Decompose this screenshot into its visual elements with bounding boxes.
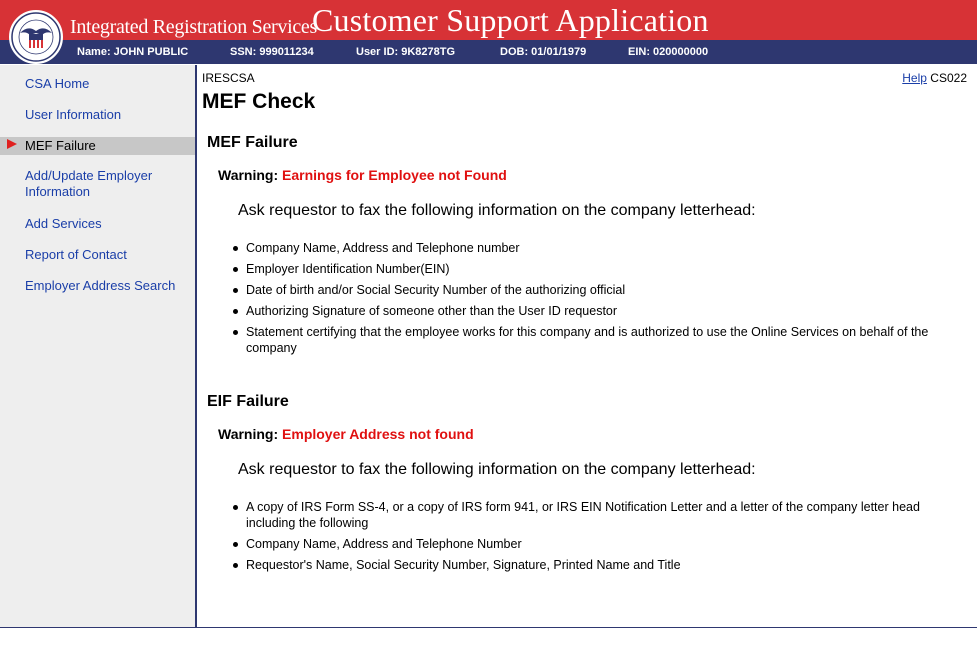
list-item: Employer Identification Number(EIN) xyxy=(230,261,965,277)
ssa-seal-logo xyxy=(9,10,63,64)
section-title-eif-failure: EIF Failure xyxy=(207,393,289,410)
warning-message: Employer Address not found xyxy=(282,426,474,442)
info-dob: DOB: 01/01/1979 xyxy=(500,46,587,58)
sidebar-item-user-information[interactable]: User Information xyxy=(25,107,122,122)
sidebar-item-label: MEF Failure xyxy=(25,138,96,153)
warning-eif xyxy=(218,426,474,442)
application-title: Customer Support Application xyxy=(312,2,709,38)
sidebar-item-csa-home[interactable]: CSA Home xyxy=(25,76,90,91)
info-ein: EIN: 020000000 xyxy=(628,46,709,58)
required-info-list xyxy=(230,499,965,578)
warning-label: Warning: xyxy=(218,167,279,183)
sidebar-item-report-of-contact[interactable]: Report of Contact xyxy=(25,247,127,262)
help-link[interactable]: Help xyxy=(902,71,927,85)
warning-label: Warning: xyxy=(218,426,279,442)
list-item: Date of birth and/or Social Security Number of the authorizing official xyxy=(230,282,965,298)
list-item: A copy of IRS Form SS-4, or a copy of IRS form 941, or IRS EIN Notification Letter and a letter of the company letter head including the following xyxy=(230,499,965,531)
screen-code: CS022 xyxy=(930,71,967,85)
footer-divider xyxy=(0,627,977,628)
warning-mef xyxy=(218,167,507,183)
sidebar-item-mef-failure[interactable] xyxy=(0,137,195,155)
breadcrumb: IRESCSA xyxy=(202,71,255,85)
help-area xyxy=(902,71,967,85)
info-name: Name: JOHN PUBLIC xyxy=(77,46,189,58)
system-name: Integrated Registration Services xyxy=(70,16,317,38)
instruction-text: Ask requestor to fax the following information on the company letterhead: xyxy=(238,202,756,219)
list-item: Requestor's Name, Social Security Number, Signature, Printed Name and Title xyxy=(230,557,965,573)
sidebar-item-add-update-employer[interactable]: Add/Update Employer Information xyxy=(25,168,153,199)
current-page-arrow-icon xyxy=(7,139,17,149)
section-title-mef-failure: MEF Failure xyxy=(207,134,298,151)
list-item: Authorizing Signature of someone other than the User ID requestor xyxy=(230,303,965,319)
list-item: Company Name, Address and Telephone number xyxy=(230,240,965,256)
list-item: Statement certifying that the employee works for this company and is authorized to use the Online Services on behalf of the company xyxy=(230,324,965,356)
warning-message: Earnings for Employee not Found xyxy=(282,167,507,183)
required-info-list xyxy=(230,240,965,361)
sidebar-item-add-services[interactable]: Add Services xyxy=(25,216,102,231)
list-item: Company Name, Address and Telephone Number xyxy=(230,536,965,552)
page-title: MEF Check xyxy=(202,90,316,113)
info-user-id: User ID: 9K8278TG xyxy=(356,46,456,58)
info-ssn: SSN: 999011234 xyxy=(230,46,314,58)
sidebar-item-employer-address-search[interactable]: Employer Address Search xyxy=(25,278,176,293)
instruction-text: Ask requestor to fax the following information on the company letterhead: xyxy=(238,461,756,478)
